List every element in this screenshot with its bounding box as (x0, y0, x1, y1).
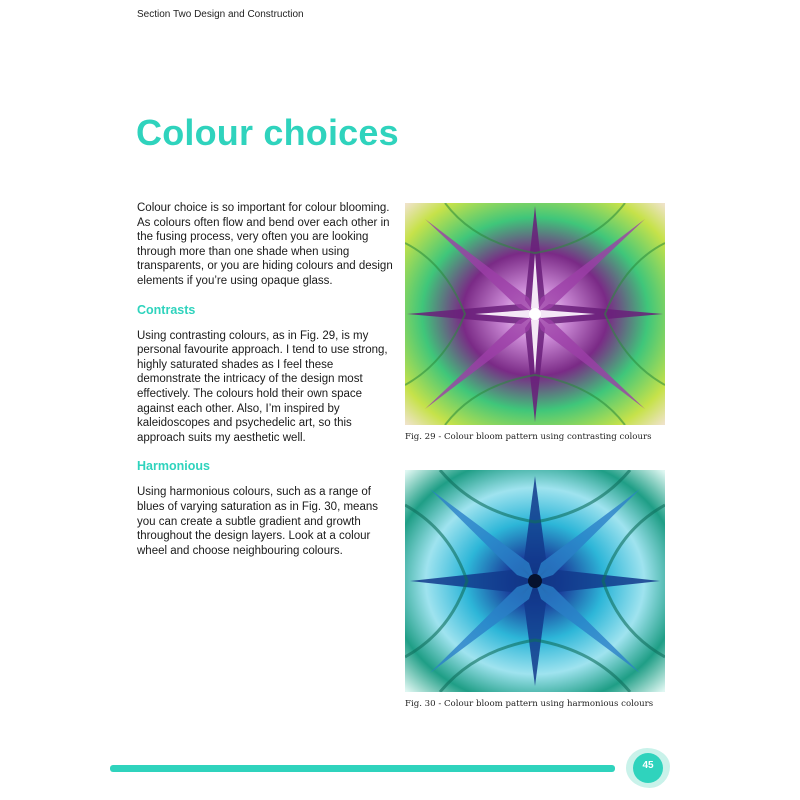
harmonious-heading: Harmonious (137, 459, 210, 474)
fig29-caption: Fig. 29 - Colour bloom pattern using contrasting colours (405, 432, 652, 442)
page-number-badge (626, 748, 670, 788)
running-head: Section Two Design and Construction (137, 9, 304, 20)
fig29-image (405, 203, 665, 425)
intro-paragraph: Colour choice is so important for colour blooming. As colours often flow and bend over each other in the fusing process, very often you are looking through more than one shade when using transparents, or you are hiding colours and design elements if you’re using opaque glass. (137, 202, 393, 287)
footer-bar (110, 765, 615, 772)
figure-29 (405, 203, 665, 442)
page-number: 45 (642, 760, 654, 771)
fig30-caption: Fig. 30 - Colour bloom pattern using harmonious colours (405, 699, 654, 709)
body-column (137, 201, 399, 558)
figure-30 (405, 470, 665, 709)
fig30-image (405, 470, 665, 692)
contrasts-paragraph: Using contrasting colours, as in Fig. 29, is my personal favourite approach. I tend to use strong, highly saturated shades as I feel these demonstrate the intricacy of the design most effectively. The colours hold their own space against each other. Also, I’m inspired by kaleidoscopes and psychedelic art, so this approach suits my aesthetic well. (137, 329, 388, 444)
page-title: Colour choices (136, 112, 399, 153)
contrasts-heading: Contrasts (137, 302, 196, 317)
harmonious-paragraph: Using harmonious colours, such as a range of blues of varying saturation as in Fig. 30, means you can create a subtle gradient and growth throughout the design layers. Look at a colour wheel and choose neighbouring colours. (137, 486, 378, 557)
